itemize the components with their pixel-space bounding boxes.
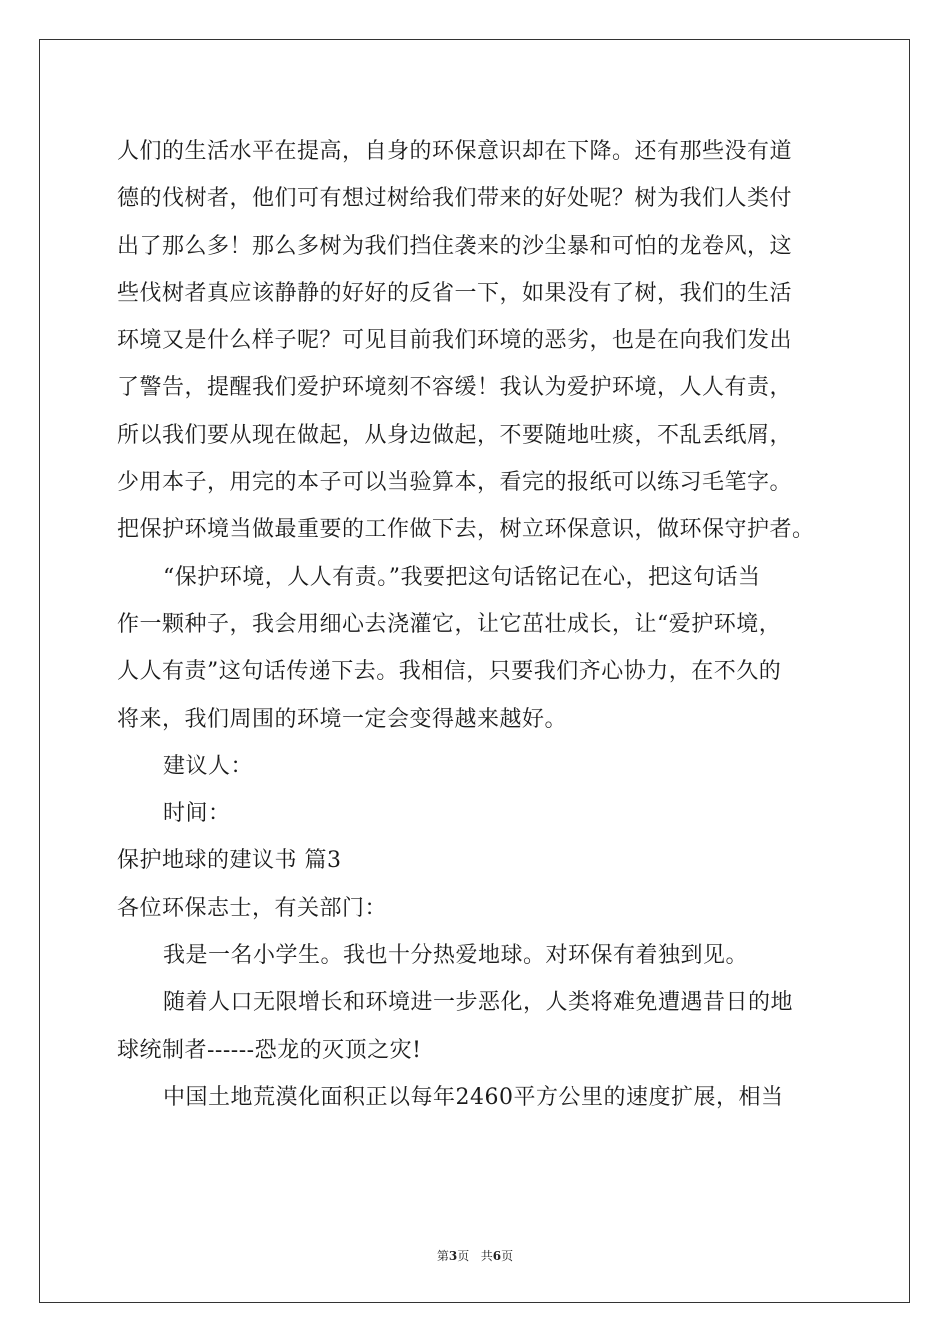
text-line: “保护环境，人人有责。”我要把这句话铭记在心，把这句话当 <box>163 564 761 590</box>
text-line: 作一颗种子，我会用细心去浇灌它，让它茁壮成长，让“爱护环境， <box>117 611 782 637</box>
text-line: 些伐树者真应该静静的好好的反省一下，如果没有了树，我们的生活 <box>117 280 793 306</box>
text-line: 中国土地荒漠化面积正以每年2460平方公里的速度扩展，相当 <box>163 1084 784 1110</box>
page-unit: 页 <box>457 1249 470 1263</box>
total-unit: 页 <box>501 1249 514 1263</box>
text-line: 将来，我们周围的环境一定会变得越来越好。 <box>117 706 568 732</box>
text-line: 了警告，提醒我们爱护环境刻不容缓！我认为爱护环境，人人有责， <box>117 375 793 401</box>
text-line: 德的伐树者，他们可有想过树给我们带来的好处呢？树为我们人类付 <box>117 186 793 212</box>
page-prefix: 第 <box>436 1249 449 1263</box>
text-line: 把保护环境当做最重要的工作做下去，树立环保意识，做环保守护者。 <box>117 517 815 543</box>
text-line: 所以我们要从现在做起，从身边做起，不要随地吐痰，不乱丢纸屑， <box>117 422 793 448</box>
text-line: 人人有责”这句话传递下去。我相信，只要我们齐心协力，在不久的 <box>117 659 782 685</box>
page-footer <box>0 1246 950 1266</box>
text-line: 我是一名小学生。我也十分热爱地球。对环保有着独到见。 <box>163 943 749 969</box>
document-body <box>117 128 833 1121</box>
salutation: 各位环保志士，有关部门： <box>117 895 388 921</box>
page-current: 3 <box>448 1249 458 1263</box>
time-label: 时间： <box>163 801 231 827</box>
section-heading: 保护地球的建议书 篇3 <box>117 848 342 874</box>
text-line: 随着人口无限增长和环境进一步恶化，人类将难免遭遇昔日的地 <box>163 990 794 1016</box>
total-prefix: 共 <box>480 1249 493 1263</box>
text-line: 出了那么多！那么多树为我们挡住袭来的沙尘暴和可怕的龙卷风，这 <box>117 233 793 259</box>
text-line: 少用本子，用完的本子可以当验算本，看完的报纸可以练习毛笔字。 <box>117 470 793 496</box>
text-line: 环境又是什么样子呢？可见目前我们环境的恶劣，也是在向我们发出 <box>117 328 793 354</box>
text-line: 人们的生活水平在提高，自身的环保意识却在下降。还有那些没有道 <box>117 139 793 164</box>
page-total: 6 <box>492 1249 502 1263</box>
text-line: 球统制者------恐龙的灭顶之灾! <box>117 1037 422 1063</box>
proposer-label: 建议人： <box>163 753 254 779</box>
